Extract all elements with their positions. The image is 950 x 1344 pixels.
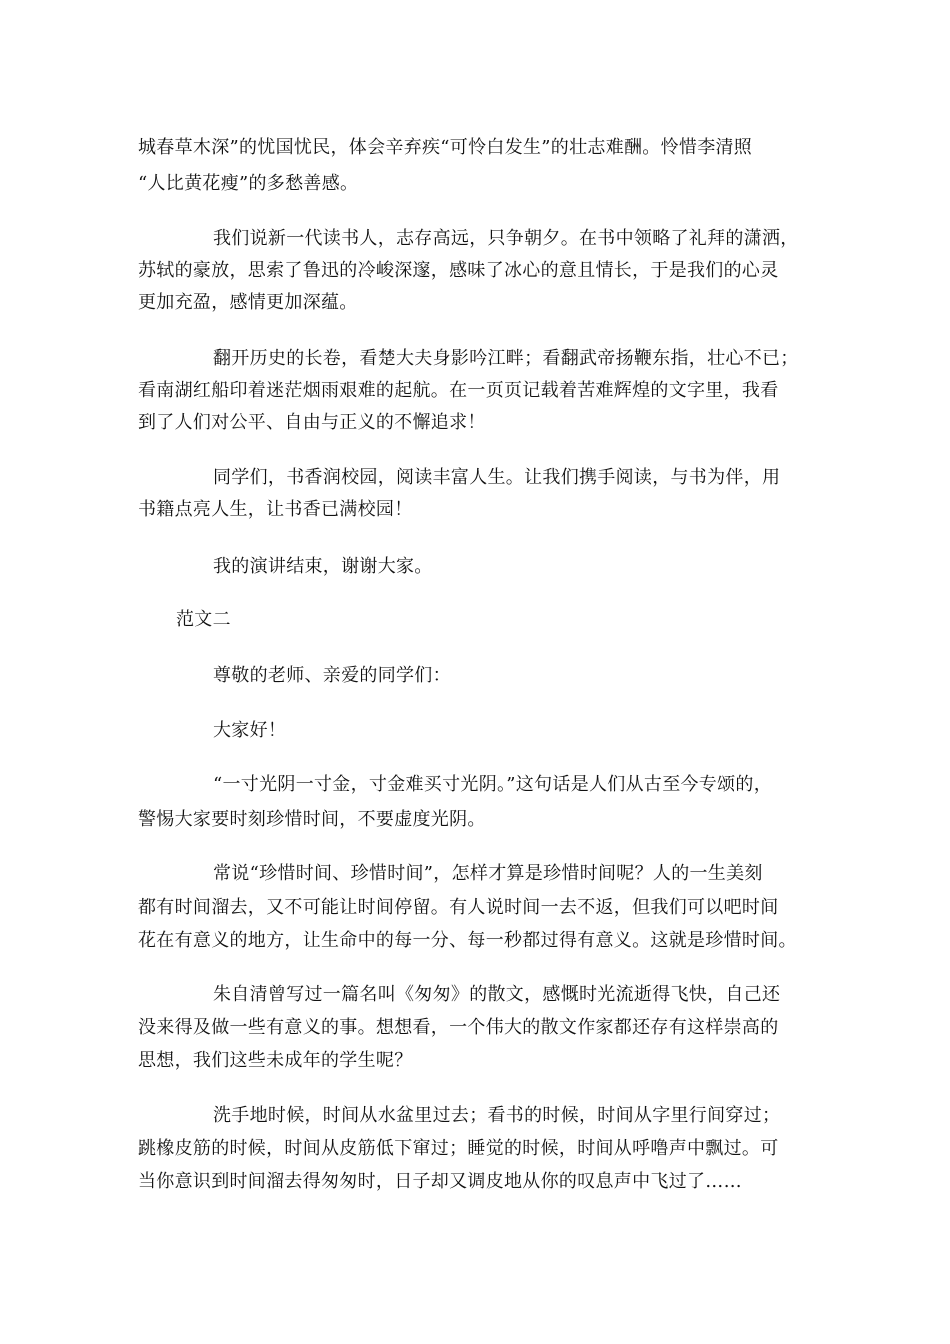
salutation-line: 尊敬的老师、亲爱的同学们： — [213, 665, 451, 686]
paragraph-2-line-1: 我们说新一代读书人，志存高远，只争朝夕。在书中领略了礼拜的潇洒， — [213, 228, 799, 249]
paragraph-9-line-1: 常说“珍惜时间、珍惜时间”，怎样才算是珍惜时间呢？人的一生美刻 — [213, 863, 763, 884]
paragraph-2-line-2: 苏轼的豪放，思索了鲁迅的冷峻深邃，感味了冰心的意且情长，于是我们的心灵 — [138, 260, 779, 281]
paragraph-10-line-1: 朱自清曾写过一篇名叫《匆匆》的散文，感慨时光流逝得飞快，自己还 — [213, 984, 781, 1005]
paragraph-3-line-1: 翻开历史的长卷，看楚大夫身影吟江畔；看翻武帝扬鞭东指，壮心不已； — [213, 348, 799, 369]
paragraph-4-line-2: 书籍点亮人生，让书香已满校园！ — [138, 499, 413, 520]
paragraph-11-line-1: 洗手地时候，时间从水盆里过去；看书的时候，时间从字里行间穿过； — [213, 1105, 781, 1126]
paragraph-10-line-3: 思想，我们这些未成年的学生呢？ — [138, 1050, 413, 1071]
paragraph-1-line-1: 城春草木深”的忧国忧民，体会辛弃疾“可怜白发生”的壮志难酬。怜惜李清照 — [138, 137, 753, 158]
greeting-line: 大家好！ — [213, 720, 287, 741]
paragraph-9-line-3: 花在有意义的地方，让生命中的每一分、每一秒都过得有意义。这就是珍惜时间。 — [138, 930, 797, 951]
paragraph-8-line-1: “一寸光阴一寸金，寸金难买寸光阴。”这句话是人们从古至今专颂的， — [213, 774, 773, 795]
paragraph-2-line-3: 更加充盈，感情更加深蕴。 — [138, 292, 358, 313]
paragraph-5-line-1: 我的演讲结束，谢谢大家。 — [213, 556, 433, 577]
paragraph-9-line-2: 都有时间溜去，又不可能让时间停留。有人说时间一去不返，但我们可以吧时间 — [138, 897, 779, 918]
paragraph-10-line-2: 没来得及做一些有意义的事。想想看，一个伟大的散文作家都还存有这样崇高的 — [138, 1017, 779, 1038]
paragraph-3-line-2: 看南湖红船印着迷茫烟雨艰难的起航。在一页页记载着苦难辉煌的文字里，我看 — [138, 380, 779, 401]
paragraph-8-line-2: 警惕大家要时刻珍惜时间，不要虚度光阴。 — [138, 809, 486, 830]
section-heading: 范文二 — [176, 609, 231, 630]
paragraph-11-line-2: 跳橡皮筋的时候，时间从皮筋低下窜过；睡觉的时候，时间从呼噜声中飘过。可 — [138, 1138, 779, 1159]
paragraph-4-line-1: 同学们，书香润校园，阅读丰富人生。让我们携手阅读，与书为伴，用 — [213, 467, 781, 488]
paragraph-1-line-2: “人比黄花瘦”的多愁善感。 — [138, 173, 359, 194]
paragraph-3-line-3: 到了人们对公平、自由与正义的不懈追求！ — [138, 412, 486, 433]
paragraph-11-line-3: 当你意识到时间溜去得匆匆时，日子却又调皮地从你的叹息声中飞过了…… — [138, 1171, 742, 1192]
